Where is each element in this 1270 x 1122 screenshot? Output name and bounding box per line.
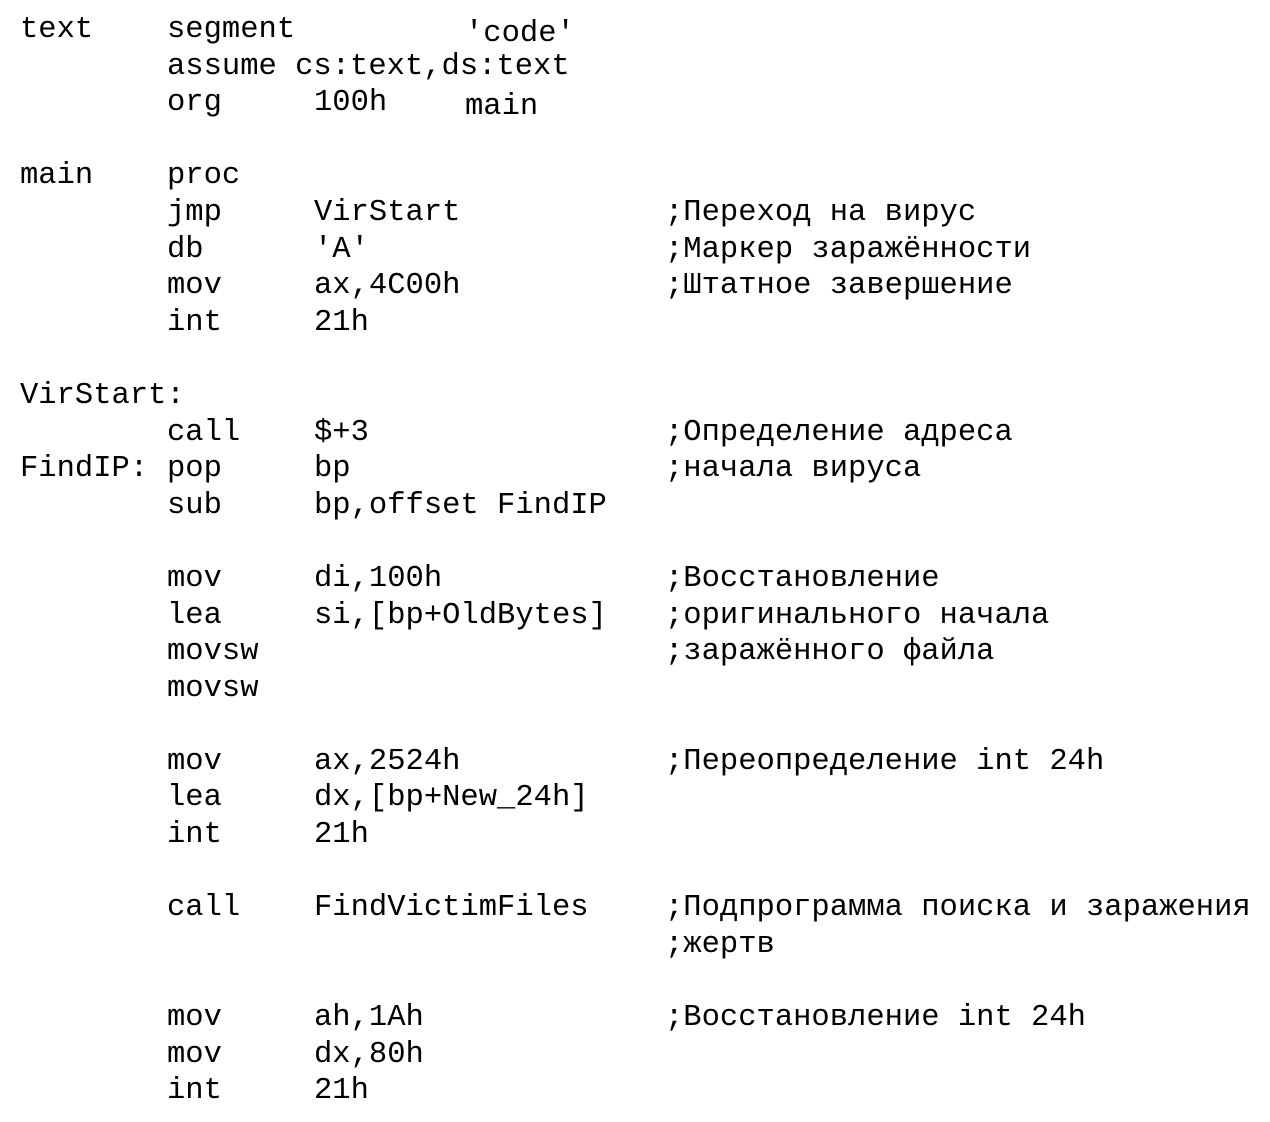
code-line	[20, 890, 1270, 927]
line-operand: ax,4C00h	[314, 269, 461, 304]
line-comment: ;заражённого файла	[665, 635, 995, 670]
code-line	[20, 744, 1270, 781]
code-line	[20, 927, 1270, 964]
code-line	[20, 12, 1270, 49]
line-instruction: call	[167, 415, 241, 450]
line-instruction: proc	[167, 159, 241, 194]
line-instruction: pop	[167, 452, 222, 487]
code-line	[20, 378, 1270, 415]
line-instruction: mov	[167, 1037, 222, 1072]
line-instruction: sub	[167, 488, 222, 523]
line-instruction: mov	[167, 744, 222, 779]
line-comment: ;Штатное завершение	[665, 269, 1013, 304]
line-operand: VirStart	[314, 195, 461, 230]
line-instruction: jmp	[167, 195, 222, 230]
code-line	[20, 488, 1270, 525]
line-comment: ;Восстановление	[665, 561, 940, 596]
code-line	[20, 634, 1270, 671]
line-instruction: lea	[167, 598, 222, 633]
line-comment: ;Переопределение int 24h	[665, 744, 1105, 779]
code-line	[20, 305, 1270, 342]
line-operand: $+3	[314, 415, 369, 450]
line-operand: 'A'	[314, 232, 369, 267]
code-line	[20, 158, 1270, 195]
line-instruction: movsw	[167, 635, 259, 670]
line-instruction: org	[167, 86, 222, 121]
line-comment: ;начала вируса	[665, 452, 922, 487]
line-label: FindIP:	[20, 452, 149, 487]
code-line	[20, 85, 1270, 125]
line-comment: ;Определение адреса	[665, 415, 1013, 450]
code-line	[20, 1037, 1270, 1074]
line-operand: bp,offset FindIP	[314, 488, 607, 523]
line-operand: 21h	[314, 305, 369, 340]
code-line	[20, 415, 1270, 452]
blank-line	[20, 341, 1270, 378]
line-instruction: lea	[167, 781, 222, 816]
line-instruction: int	[167, 305, 222, 340]
line-operand: 21h	[314, 818, 369, 853]
line-operand: FindVictimFiles	[314, 891, 589, 926]
line-comment: ;Подпрограмма поиска и заражения	[665, 891, 1251, 926]
blank-line	[20, 122, 1270, 159]
code-line	[20, 780, 1270, 817]
blank-line	[20, 854, 1270, 891]
code-line	[20, 817, 1270, 854]
blank-line	[20, 524, 1270, 561]
line-instruction: call	[167, 891, 241, 926]
assembly-listing	[20, 12, 1270, 1110]
line-comment: ;Переход на вирус	[665, 195, 977, 230]
line-comment: ;оригинального начала	[665, 598, 1050, 633]
line-instruction: mov	[167, 269, 222, 304]
line-annotation: main	[465, 90, 539, 125]
line-operand: ax,2524h	[314, 744, 461, 779]
line-instruction: movsw	[167, 671, 259, 706]
line-label: main	[20, 159, 94, 194]
line-instruction: assume cs:text,ds:text	[167, 49, 570, 84]
line-instruction: int	[167, 1074, 222, 1109]
line-instruction: mov	[167, 561, 222, 596]
line-comment: ;жертв	[665, 927, 775, 962]
blank-line	[20, 963, 1270, 1000]
code-line	[20, 451, 1270, 488]
line-annotation: 'code'	[465, 17, 575, 51]
line-label: text	[20, 13, 94, 47]
line-operand: di,100h	[314, 561, 443, 596]
line-comment: ;Восстановление int 24h	[665, 1001, 1086, 1036]
code-line	[20, 1073, 1270, 1110]
code-line	[20, 561, 1270, 598]
line-label: VirStart:	[20, 378, 185, 413]
line-operand: si,[bp+OldBytes]	[314, 598, 607, 633]
blank-line	[20, 707, 1270, 744]
line-instruction: db	[167, 232, 204, 267]
code-line	[20, 195, 1270, 232]
line-operand: 100h	[314, 86, 388, 121]
code-line	[20, 671, 1270, 708]
line-operand: 21h	[314, 1074, 369, 1109]
code-line	[20, 268, 1270, 305]
code-line	[20, 598, 1270, 635]
code-line	[20, 232, 1270, 269]
line-instruction: segment	[167, 13, 296, 47]
line-instruction: int	[167, 818, 222, 853]
code-line	[20, 1000, 1270, 1037]
line-operand: ah,1Ah	[314, 1001, 424, 1036]
line-operand: dx,80h	[314, 1037, 424, 1072]
line-comment: ;Маркер заражённости	[665, 232, 1032, 267]
line-operand: dx,[bp+New_24h]	[314, 781, 589, 816]
code-line	[20, 49, 1270, 86]
line-operand: bp	[314, 452, 351, 487]
line-instruction: mov	[167, 1001, 222, 1036]
